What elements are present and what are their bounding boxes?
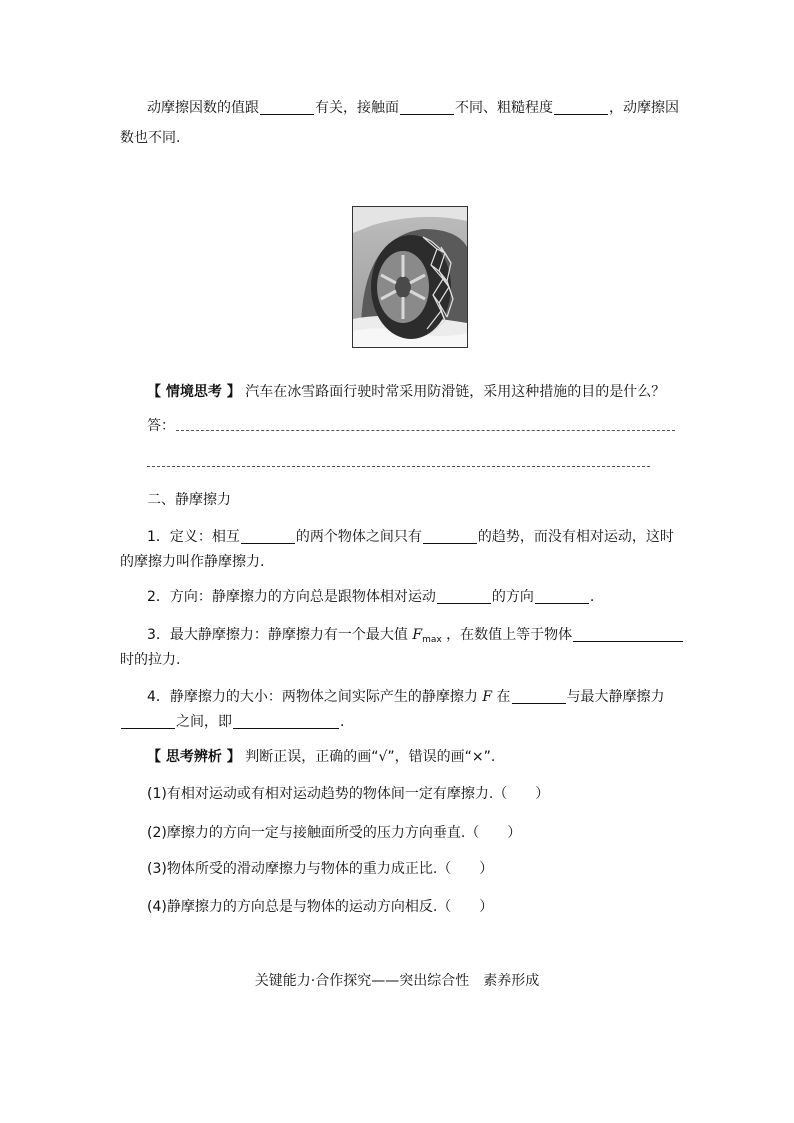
fill-blank[interactable]	[241, 529, 295, 544]
snow-chain-tire-photo	[352, 206, 468, 348]
item-4-line-1: 4．静摩擦力的大小：两物体之间实际产生的静摩擦力 F 在 与最大静摩擦力	[147, 689, 665, 705]
judge-item[interactable]: (3)物体所受的滑动摩擦力与物体的重力成正比.（ ）	[147, 861, 494, 877]
answer-line-2[interactable]	[147, 466, 650, 467]
item-1-line-2: 的摩擦力叫作静摩擦力.	[120, 554, 265, 570]
fill-blank[interactable]	[512, 689, 566, 704]
answer-label: 答：	[147, 418, 175, 434]
situation-tag: 【 情境思考 】	[147, 384, 241, 400]
fill-blank[interactable]	[233, 714, 339, 729]
answer-line-1[interactable]	[176, 430, 675, 431]
fill-blank[interactable]	[573, 627, 683, 642]
intro-line-2: 数也不同.	[120, 130, 181, 146]
next-section-heading: 关键能力·合作探究——突出综合性 素养形成	[254, 973, 540, 989]
section-title: 二、静摩擦力	[147, 492, 231, 508]
judge-item[interactable]: (4)静摩擦力的方向总是与物体的运动方向相反.（ ）	[147, 899, 494, 915]
intro-line-1: 动摩擦因数的值跟 有关，接触面 不同、粗糙程度 ，动摩擦因	[147, 100, 679, 116]
fill-blank[interactable]	[437, 589, 491, 604]
item-2: 2．方向：静摩擦力的方向总是跟物体相对运动 的方向 .	[147, 589, 595, 605]
judge-item[interactable]: (1)有相对运动或有相对运动趋势的物体间一定有摩擦力.（ ）	[147, 786, 550, 802]
item-3-line-1: 3．最大静摩擦力：静摩擦力有一个最大值 $F_{max}$ ，在数值上等于物体	[147, 624, 675, 651]
judge-instruction: 【 思考辨析 】 判断正误，正确的画“√”，错误的画“×”.	[147, 749, 496, 765]
fill-blank[interactable]	[400, 100, 454, 115]
judge-item[interactable]: (2)摩擦力的方向一定与接触面所受的压力方向垂直.（ ）	[147, 825, 522, 841]
fill-blank[interactable]	[535, 589, 589, 604]
fill-blank[interactable]	[260, 100, 314, 115]
tire-chain-illustration	[353, 207, 467, 347]
item-1-line-1: 1．定义：相互 的两个物体之间只有 的趋势，而没有相对运动，这时	[147, 529, 674, 545]
fill-blank[interactable]	[554, 100, 608, 115]
item-3-line-2: 时的拉力.	[120, 652, 181, 668]
situation-question: 【 情境思考 】 汽车在冰雪路面行驶时常采用防滑链，采用这种措施的目的是什么？	[147, 384, 666, 400]
fill-blank[interactable]	[121, 714, 175, 729]
item-4-line-2: 之间，即 .	[120, 711, 675, 733]
fill-blank[interactable]	[423, 529, 477, 544]
judge-tag: 【 思考辨析 】	[147, 749, 241, 765]
